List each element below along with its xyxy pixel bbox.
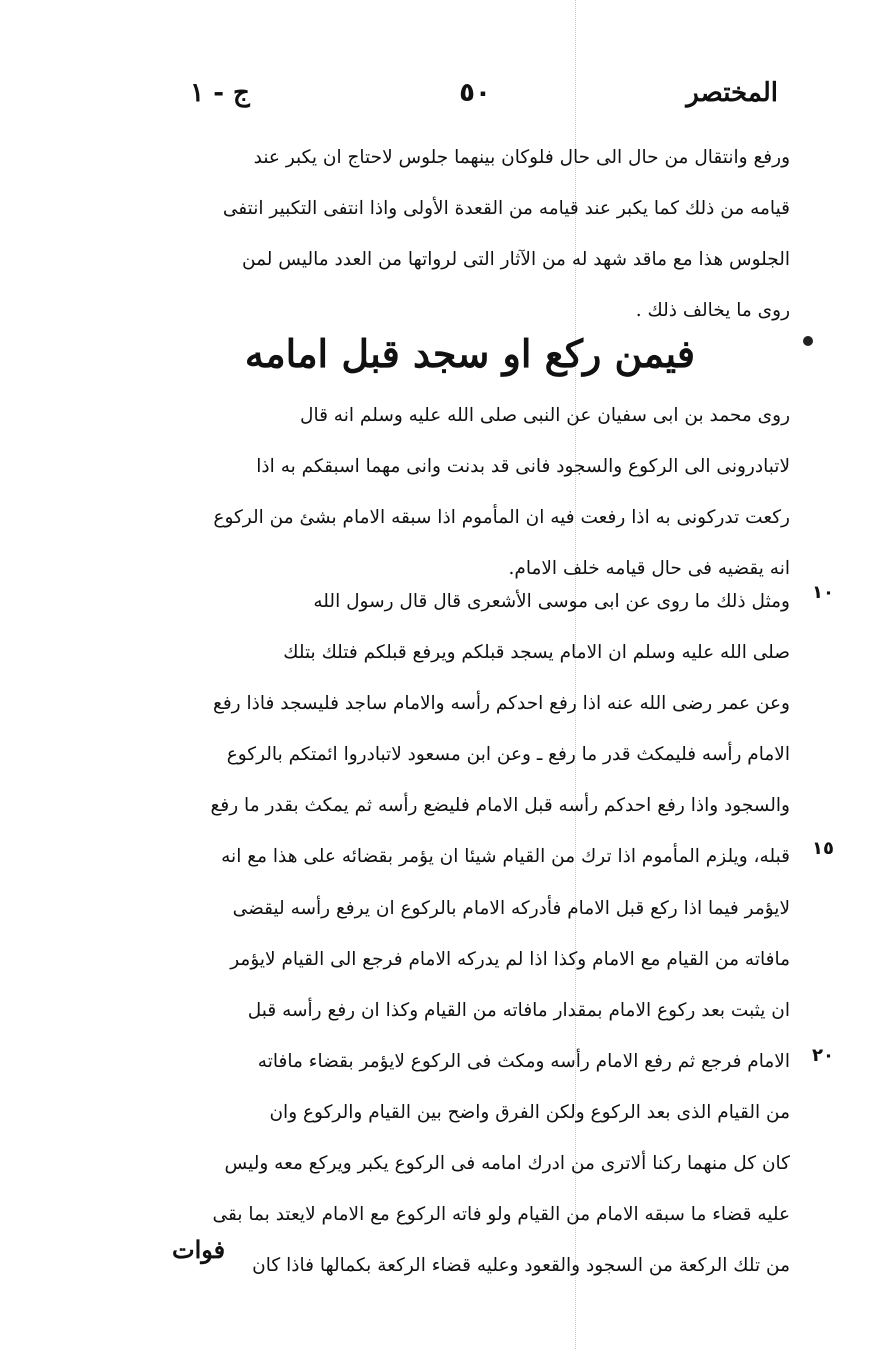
heading-bullet [803,336,813,346]
intro-paragraph [140,132,790,336]
line-number-20: ٢٠ [812,1045,834,1066]
text-line: الامام رأسه فليمكث قدر ما رفع ـ وعن ابن مسعود لاتبادروا ائمتكم بالركوع [226,744,790,765]
text-line: قبله، ويلزم المأموم اذا ترك من القيام شيئا ان يؤمر بقضائه على هذا مع انه [221,846,790,867]
text-line: والسجود واذا رفع احدكم رأسه قبل الامام فليضع رأسه ثم يمكث بقدر ما رفع [210,795,790,816]
paragraph-narrations [140,576,790,882]
text-line: عليه قضاء ما سبقه الامام من القيام ولو فاته الركوع مع الامام لايعتد بما بقى [212,1204,790,1225]
text-line: لايؤمر فيما اذا ركع قبل الامام فأدركه الامام بالركوع ان يرفع رأسه ليقضى [232,898,790,919]
text-line: ركعت تدركونى به اذا رفعت فيه ان المأموم اذا سبقه الامام بشئ من الركوع [213,507,790,528]
line-number-10: ١٠ [812,582,834,603]
running-title: المختصر [686,78,778,108]
text-line: ورفع وانتقال من حال الى حال فلوكان بينهما جلوس لاحتاج ان يكبر عند [253,147,790,168]
text-line: وعن عمر رضى الله عنه اذا رفع احدكم رأسه والامام ساجد فليسجد فاذا رفع [212,693,790,714]
volume-number: ج - ١ [190,78,250,108]
text-line: قيامه من ذلك كما يكبر عند قيامه من القعدة الأولى واذا انتفى التكبير انتفى [222,198,790,219]
text-line: صلى الله عليه وسلم ان الامام يسجد قبلكم ويرفع قبلكم فتلك بتلك [283,642,790,663]
text-line: روى محمد بن ابى سفيان عن النبى صلى الله عليه وسلم انه قال [300,405,790,426]
text-line: ان يثبت بعد ركوع الامام بمقدار مافاته من القيام وكذا ان رفع رأسه قبل [247,1000,790,1021]
paragraph-discussion [140,883,790,1291]
text-line: انه يقضيه فى حال قيامه خلف الامام. [508,558,790,579]
text-line: الامام فرجع ثم رفع الامام رأسه ومكث فى الركوع لايؤمر بقضاء مافاته [257,1051,790,1072]
text-line: من القيام الذى بعد الركوع ولكن الفرق واضح بين القيام والركوع وان [269,1102,790,1123]
page-number: ٥٠ [459,78,491,108]
text-line: ومثل ذلك ما روى عن ابى موسى الأشعرى قال قال رسول الله [313,591,790,612]
catchword: فوات [172,1235,226,1264]
section-heading: فيمن ركع او سجد قبل امامه [244,331,696,376]
line-number-15: ١٥ [812,838,834,859]
text-line: الجلوس هذا مع ماقد شهد له من الآثار التى لرواتها من العدد ماليس لمن [241,249,790,270]
text-line: لاتبادرونى الى الركوع والسجود فانى قد بدنت وانى مهما اسبقكم به اذا [256,456,790,477]
text-line: كان كل منهما ركنا ألاترى من ادرك امامه فى الركوع يكبر ويركع معه وليس [224,1153,790,1174]
text-line: من تلك الركعة من السجود والقعود وعليه قضاء الركعة بكمالها فاذا كان [252,1255,790,1276]
text-line: مافاته من القيام مع الامام وكذا اذا لم يدركه الامام فرجع الى القيام لايؤمر [230,949,790,970]
paragraph-hadith [140,390,790,594]
text-line: روى ما يخالف ذلك . [635,300,790,321]
